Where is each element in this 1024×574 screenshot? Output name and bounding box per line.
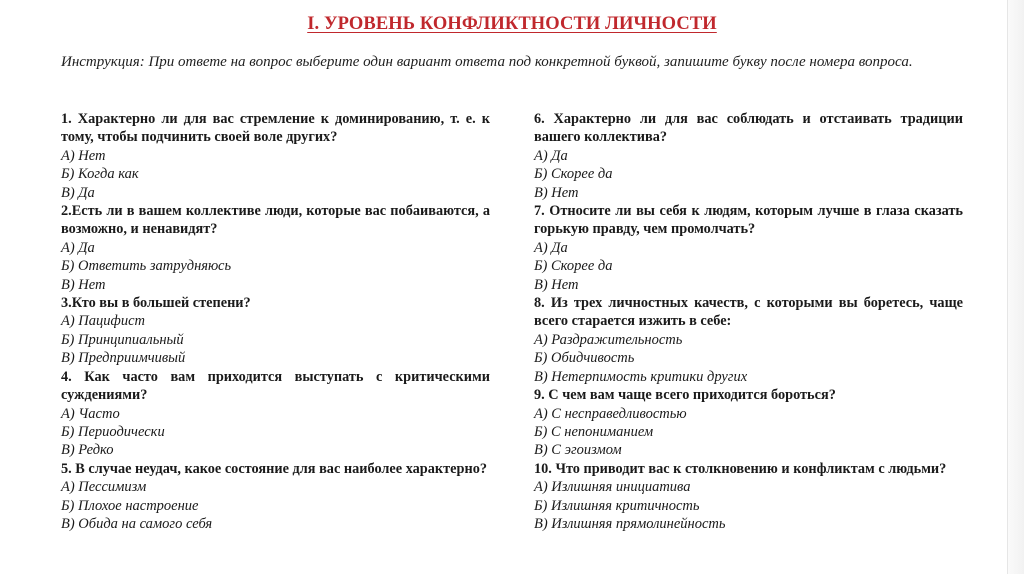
answer-option: В) Нет [534,276,579,293]
question-text: 4. Как часто вам приходится выступать с критическими суждениями? [61,368,490,404]
answer-option: А) Нет [61,147,106,164]
question-2 [61,202,490,294]
answer-option: А) Пацифист [61,313,145,330]
answer-option: Б) Излишняя критичность [534,497,700,514]
answer-option: А) Да [534,147,568,164]
answer-option: Б) Скорее да [534,258,613,275]
answer-option: В) Излишняя прямолинейность [534,515,726,532]
answer-option: В) Редко [61,442,114,459]
question-3 [61,294,490,368]
question-5 [61,460,490,534]
question-8 [534,294,963,386]
question-text: 3.Кто вы в большей степени? [61,295,251,312]
answer-option: А) Излишняя инициатива [534,479,691,496]
question-9 [534,386,963,460]
question-text: 8. Из трех личностных качеств, с которыми вы боретесь, чаще всего старается изжить в себе: [534,295,963,330]
page-title: I. УРОВЕНЬ КОНФЛИКТНОСТИ ЛИЧНОСТИ [307,14,717,34]
answer-option: В) С эгоизмом [534,442,622,459]
questions-column-right [534,110,963,533]
answer-option: В) Обида на самого себя [61,515,213,532]
answer-option: Б) Ответить затрудняюсь [61,258,232,275]
question-text: 10. Что приводит вас к столкновению и конфликтам с людьми? [534,460,947,477]
answer-option: А) Пессимизм [61,479,147,496]
question-10 [534,460,963,534]
answer-option: Б) Скорее да [534,166,613,183]
page-edge [1007,0,1024,574]
answer-option: Б) Периодически [61,423,165,440]
answer-option: Б) Принципиальный [61,331,184,348]
answer-option: В) Нет [61,276,106,293]
question-4 [61,368,490,460]
answer-option: А) Раздражительность [534,331,683,348]
question-text: 6. Характерно ли для вас соблюдать и отстаивать традиции вашего коллектива? [534,111,963,146]
question-text: 1. Характерно ли для вас стремление к доминированию, т. е. к тому, чтобы подчинить своей воле других? [61,111,490,146]
answer-option: А) С несправедливостью [534,405,687,422]
question-text: 9. С чем вам чаще всего приходится бороться? [534,387,836,404]
answer-option: В) Предприимчивый [61,350,186,367]
answer-option: А) Да [534,239,568,256]
question-6 [534,110,963,202]
question-1 [61,110,490,202]
question-text: 5. В случае неудач, какое состояние для вас наиболее характерно? [61,460,487,477]
answer-option: В) Нетерпимость критики других [534,368,748,385]
answer-option: Б) Обидчивость [534,350,635,367]
question-7 [534,202,963,294]
answer-option: В) Да [61,184,95,201]
question-text: 2.Есть ли в вашем коллективе люди, которые вас побаиваются, а возможно, и ненавидят? [61,203,490,238]
questions-column-left [61,110,490,533]
answer-option: Б) С непониманием [534,423,654,440]
question-text: 7. Относите ли вы себя к людям, которым лучше в глаза сказать горькую правду, чем промолчать? [534,203,963,238]
instruction-text: Инструкция: При ответе на вопрос выберите один вариант ответа под конкретной буквой, запишите букву после номера вопроса. [61,54,913,70]
answer-option: В) Нет [534,184,579,201]
answer-option: А) Да [61,239,95,256]
answer-option: Б) Плохое настроение [61,497,199,514]
answer-option: А) Часто [61,405,120,422]
answer-option: Б) Когда как [61,166,139,183]
